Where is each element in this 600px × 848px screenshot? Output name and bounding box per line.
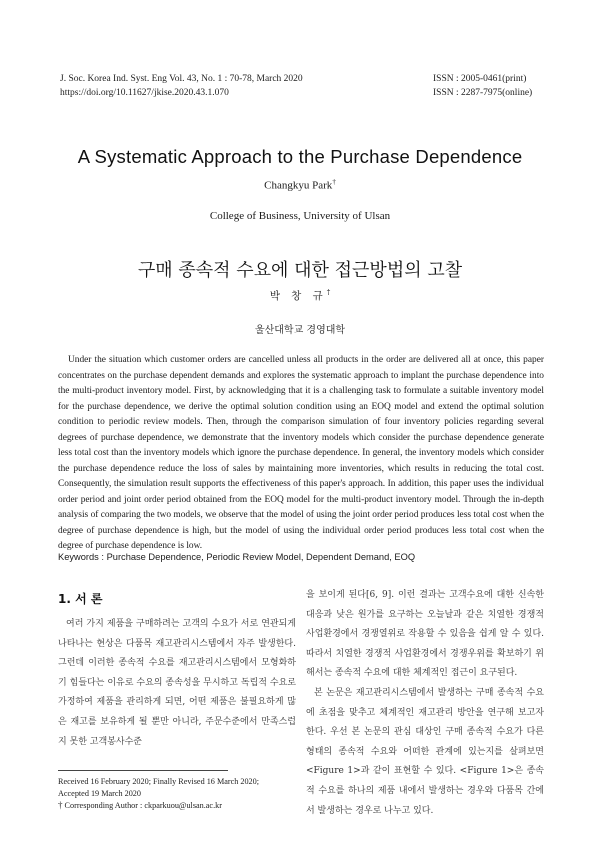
corresponding-dagger-korean: † xyxy=(326,288,331,297)
keywords xyxy=(58,552,544,562)
body-paragraph: 을 보이게 된다[6, 9]. 이런 결과는 고객수요에 대한 신속한 대응과 낮은 원가를 요구하는 오늘날과 같은 치열한 경쟁적 사업환경에서 경쟁열위로 작용할 수 있음을 쉽게 알 수 있다. 따라서 치열한 경쟁적 사업환경에서 경쟁우위를 확보하기 위해서는 종속적 수요에 대한 체계적인 접근이 요구된다. xyxy=(306,590,544,679)
footnote-divider xyxy=(58,770,228,771)
affiliation-english: College of Business, University of Ulsan xyxy=(209,210,391,222)
abstract: Under the situation which customer orders are cancelled unless all products in the order are delivered all at once, this paper concentrates on the purchase dependent demands and explores the systematic approach to implant the purchase dependence into the multi-product inventory model. First, by acknowledging that it is a challenging task to formulate a suitable inventory model for the purchase dependence, we derive the optimal solution condition using an EOQ model and extend the optimal solution condition to periodic review models. Then, through the comparison simulation of four inventory policies regarding several degrees of purchase dependence, we demonstrate that the inventory models which consider the purchase dependence generate less total cost than the inventory models which ignore the purchase dependence. In general, the inventory models which consider the purchase dependence reduce the loss of sales by maintaining more inventories, which results in reducing the total cost. Consequently, the simulation result supports the effectiveness of this paper's approach. In addition, this paper uses the individual order period and joint order period obtained from the EOQ model for the multi-product inventory model. Through the in-depth analysis of comparing the two models, we observe that the model of using the joint order period produces less total cost when the degree of purchase dependence is high, but the model of using the individual order period produces less total cost when the degree of purchase dependence is low. xyxy=(58,355,544,551)
corresponding-dagger: † xyxy=(332,178,336,186)
keywords-text: Purchase Dependence, Periodic Review Model, Dependent Demand, EOQ xyxy=(106,552,416,562)
issn-print: ISSN : 2005-0461(print) xyxy=(433,74,527,84)
corresponding-author-text: Corresponding Author : ckparkuou@ulsan.ac.kr xyxy=(62,800,222,810)
author-english xyxy=(0,178,600,192)
footnote xyxy=(58,776,298,811)
issn-online: ISSN : 2287-7975(online) xyxy=(433,88,533,98)
paper-title-korean: 구매 종속적 수요에 대한 접근방법의 고찰 xyxy=(137,260,463,281)
corresponding-author xyxy=(58,800,298,812)
author-korean xyxy=(0,288,600,303)
affiliation-korean: 울산대학교 경영대학 xyxy=(254,325,346,336)
journal-citation: J. Soc. Korea Ind. Syst. Eng Vol. 43, No. 1 : 70-78, March 2020 xyxy=(60,74,303,84)
body-right-column xyxy=(306,586,544,821)
doi-link[interactable]: https://doi.org/10.11627/jkise.2020.43.1.070 xyxy=(60,88,229,98)
author-name-korean: 박 창 규 xyxy=(269,290,327,302)
section-heading-introduction: 1. 서 론 xyxy=(58,592,103,606)
dagger-mark: † xyxy=(58,799,63,810)
accepted-date: Accepted 19 March 2020 xyxy=(58,788,141,798)
body-paragraph: 본 논문은 재고관리시스템에서 발생하는 구매 종속적 수요에 초점을 맞추고 체계적인 재고관리 방안을 연구해 보고자 한다. 우선 본 논문의 관심 대상인 구매 종속적 수요가 다른 형태의 종속적 수요와 어떠한 관계에 있는지를 살펴보면 <Figure 1>과 같이 표현할 수 있다. <Figure 1>은 종속적 수요를 하나의 제품 내에서 발생하는 경우와 다품목 간에서 발생하는 경우로 나누고 있다. xyxy=(306,687,544,816)
body-left-column: 여러 가지 제품을 구매하려는 고객의 수요가 서로 연관되게 나타나는 현상은 다품목 재고관리시스템에서 자주 발생한다. 그런데 이러한 종속적 수요를 재고관리시스템에서 모형화하기 힘들다는 이유로 수요의 종속성을 무시하고 독립적 수요로 가정하여 제품을 관리하게 되면, 어떤 제품은 불필요하게 많은 재고를 보유하게 될 뿐만 아니라, 주문수준에서 만족스럽지 못한 고객봉사수준 xyxy=(58,619,296,747)
author-name-english: Changkyu Park xyxy=(264,179,333,192)
keywords-label: Keywords : xyxy=(58,552,107,562)
issn-block xyxy=(433,72,532,100)
journal-header xyxy=(60,72,303,100)
received-date: Received 16 February 2020; Finally Revised 16 March 2020; xyxy=(58,777,260,786)
paper-title-english: A Systematic Approach to the Purchase Dependence xyxy=(77,146,523,167)
